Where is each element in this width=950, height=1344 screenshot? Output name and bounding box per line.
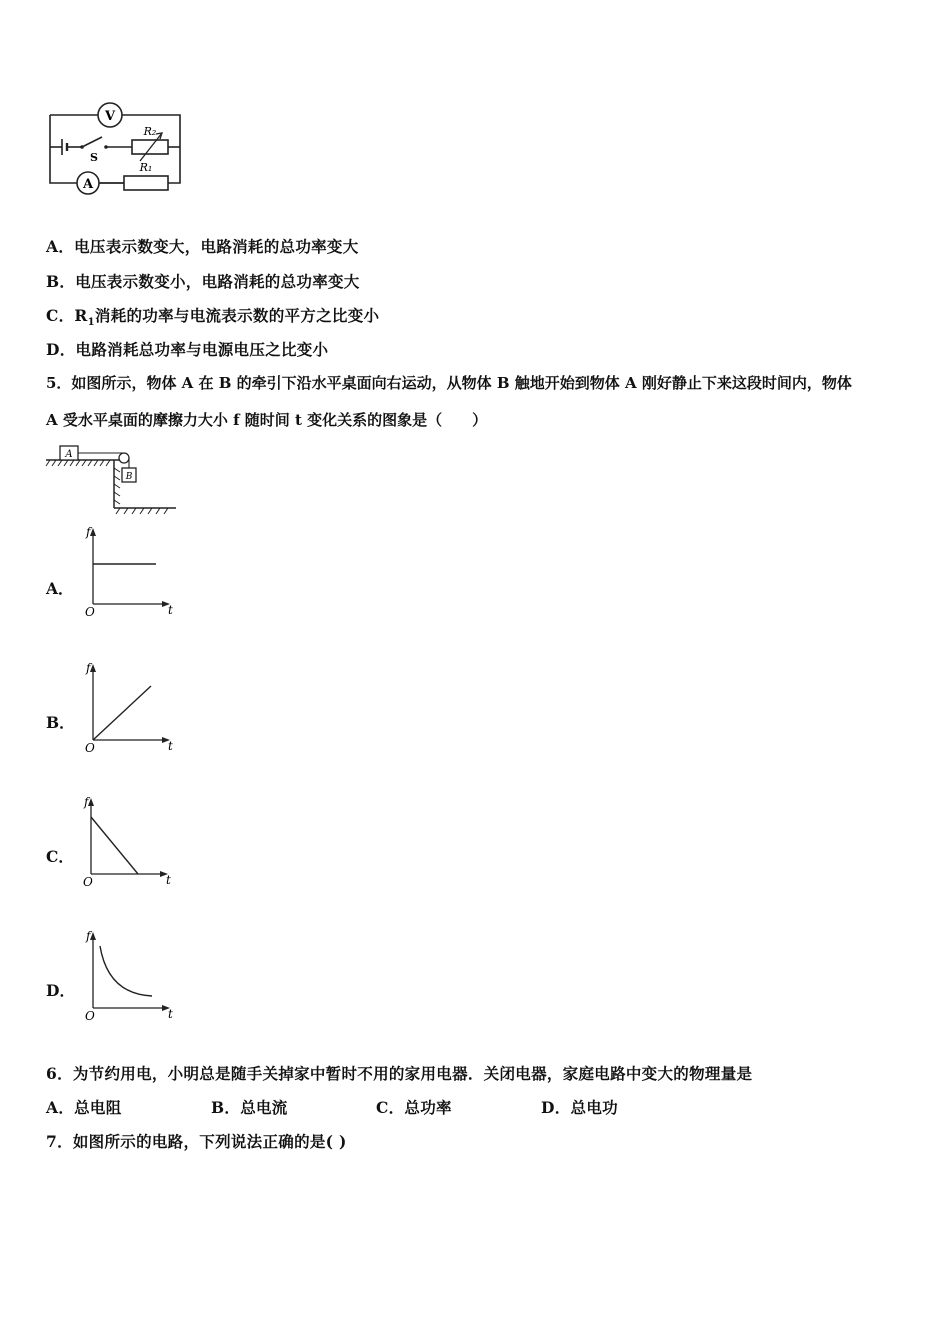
q5-stem-line1: 5．如图所示，物体 A 在 B 的牵引下沿水平桌面向右运动，从物体 B 触地开始到物体 A 刚好静止下来这段时间内，物体 bbox=[46, 374, 852, 392]
x-axis-label: t bbox=[168, 603, 173, 617]
q5-stem-line2: A 受水平桌面的摩擦力大小 f 随时间 t 变化关系的图象是（ ） bbox=[46, 411, 488, 429]
q4-option-c: C．$R_1$消耗的功率与电流表示数的平方之比变小 bbox=[46, 306, 380, 329]
q5-option-d-label: D． bbox=[46, 981, 75, 1000]
variable-resistor bbox=[132, 140, 168, 154]
pulley bbox=[119, 453, 129, 463]
origin-label: O bbox=[85, 1009, 95, 1023]
q5-graph-c bbox=[76, 792, 176, 890]
q6-option-d: D．总电功 bbox=[541, 1098, 618, 1117]
x-axis-label: t bbox=[168, 1007, 173, 1021]
q5-graph-b bbox=[78, 658, 178, 756]
block-a-label: A bbox=[65, 449, 73, 460]
q5-graph-a bbox=[78, 522, 178, 620]
q6-stem: 6．为节约用电，小明总是随手关掉家中暂时不用的家用电器．关闭电器，家庭电路中变大的物理量是 bbox=[46, 1064, 753, 1083]
q4-option-d: D．电路消耗总功率与电源电压之比变小 bbox=[46, 340, 329, 359]
q6-option-b: B．总电流 bbox=[211, 1098, 288, 1117]
q5-option-b-label: B． bbox=[46, 713, 75, 732]
y-axis-label: f bbox=[86, 525, 91, 539]
variable-resistor-label: R₂ bbox=[143, 125, 157, 138]
curve-decreasing bbox=[91, 817, 138, 874]
fixed-resistor-label: R₁ bbox=[139, 161, 153, 174]
block-b-label: B bbox=[125, 472, 133, 482]
ammeter-label: A bbox=[82, 177, 94, 192]
switch-label: S bbox=[90, 151, 98, 164]
curve-decreasing-hyperbola bbox=[100, 946, 152, 996]
y-axis-label: f bbox=[86, 661, 91, 675]
circuit-diagram bbox=[40, 95, 190, 205]
fixed-resistor bbox=[124, 176, 168, 190]
q7-stem: 7．如图所示的电路，下列说法正确的是( ) bbox=[46, 1132, 347, 1151]
origin-label: O bbox=[85, 741, 95, 755]
x-axis-label: t bbox=[168, 739, 173, 753]
origin-label: O bbox=[83, 875, 93, 889]
curve-increasing bbox=[93, 686, 151, 740]
x-axis-label: t bbox=[166, 873, 171, 887]
voltmeter-label: V bbox=[104, 109, 116, 124]
q4-option-b: B．电压表示数变小，电路消耗的总功率变大 bbox=[46, 272, 360, 291]
q6-option-a: A．总电阻 bbox=[46, 1098, 122, 1117]
origin-label: O bbox=[85, 605, 95, 619]
switch-arm bbox=[82, 137, 102, 147]
y-axis-label: f bbox=[84, 795, 89, 809]
q5-option-a-label: A． bbox=[46, 579, 74, 598]
q5-graph-d bbox=[78, 926, 178, 1024]
q5-option-c-label: C． bbox=[46, 847, 74, 866]
q5-setup-figure bbox=[44, 440, 184, 515]
q6-option-c: C．总功率 bbox=[376, 1098, 452, 1117]
y-axis-label: f bbox=[86, 929, 91, 943]
q4-option-a: A．电压表示数变大，电路消耗的总功率变大 bbox=[46, 237, 359, 256]
